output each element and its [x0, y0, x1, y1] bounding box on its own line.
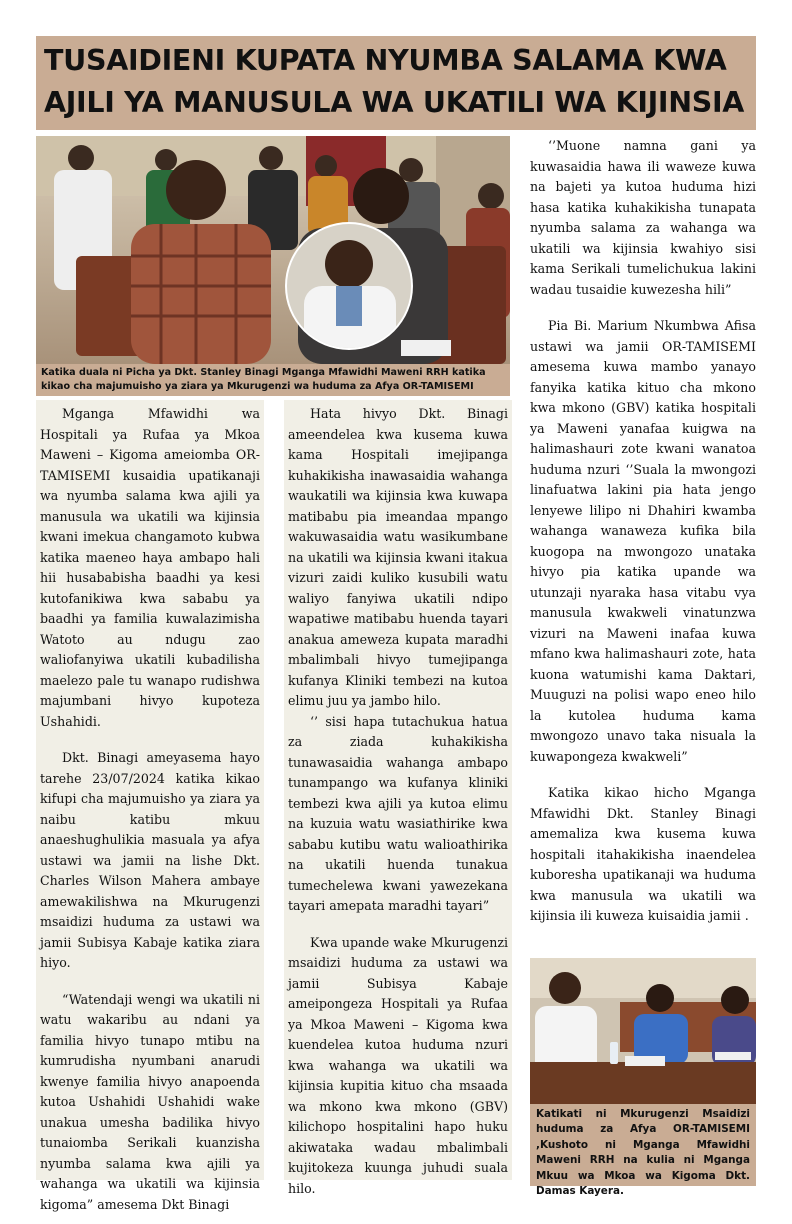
headline-line-1: TUSAIDIENI KUPATA NYUMBA SALAMA KWA — [44, 44, 727, 77]
article-column-2 — [284, 400, 512, 1196]
main-photo — [36, 136, 510, 364]
paragraph: Pia Bi. Marium Nkumbwa Afisa ustawi wa jamii OR-TAMISEMI amesema kuwa mambo yanayo fanyika katika kituo cha mkono kwa mkono (GBV) katika hospitali ya Maweni yanafaa kuigwa na halimashauri zote kwani wanatoa huduma nzuri ‘’Suala la mwongozi linafuatwa lakini pia hata jengo lenyewe lilipo ni Dhahiri kwamba wahanga wanaweza kufika bila kuogopa na mwongozo unataka hivyo pia katika upande wa utunzaji nyaraka hasa vitabu vya manusula kwakweli vinatunzwa vizuri na Maweni inafaa kuwa mfano kwa halimashauri zote, hata kuona watumishi kama Daktari, Muuguzi na polisi wapo eneo hilo la kutolea huduma kama mwongozo unavo taka nisuala la kuwapongeza kwakweli” — [530, 318, 756, 764]
main-caption-line-1: Katika duala ni Picha ya Dkt. Stanley Binagi Mganga Mfawidhi Maweni RRH katika — [41, 367, 486, 378]
paragraph: “Watendaji wengi wa ukatili ni watu wakaribu au ndani ya familia hivyo tunapo mtibu na kumrudisha nyumbani anarudi kwenye familia hivyo anapoenda kutoa Ushahidi Ushahidi wake unakua umesha badilika hivyo tunaiomba Serikali kuanzisha nyumba salama kwa ajili ya wahanga wa ukatili wa kijinsia kigoma” amesema Dkt Binagi — [40, 991, 260, 1212]
article-column-3 — [530, 136, 756, 951]
paragraph: Mganga Mfawidhi wa Hospitali ya Rufaa ya Mkoa Maweni – Kigoma ameiomba OR-TAMISEMI kusaidia upatikanaji wa nyumba salama kwa ajili ya manusula wa ukatili wa kijinsia kwani imekua changamoto kubwa katika maeneo haya ambapo hali hii husababisha baadhi ya kesi kutofanikiwa kwa sababu ya baadhi ya familia kuwalazimisha Watoto au ndugu zao waliofanyiwa ukatili kubadilisha maelezo pale tu wanapo rudishwa majumbani hivyo kupoteza Ushahidi. — [40, 406, 260, 729]
main-photo-caption — [36, 364, 510, 396]
paragraph: ‘’ sisi hapa tutachukua hatua za ziada kuhakikisha tunawasaidia wahanga ambapo tunampango wa kufanya kliniki tembezi kwa ajili ya kutoa elimu na kuzuia watu wasiathirike kwa sababu kutibu watu walioathirika na ukatili huenda tunakua tumechelewa kwani yawezekana tayari amepata maradhi tayari” — [288, 713, 508, 913]
headline-line-2: AJILI YA MANUSULA WA UKATILI WA KIJINSIA — [44, 86, 745, 119]
paragraph: Dkt. Binagi ameyasema hayo tarehe 23/07/2024 katika kikao kifupi cha majumuisho ya ziara ya naibu katibu mkuu anaeshughulikia masuala ya afya ustawi wa jamii na lishe Dkt. Charles Wilson Mahera ambaye amewakilishwa na Mkurugenzi msaidizi huduma za ustawi wa jamii Subisya Kabaje katika ziara hiyo. — [40, 750, 260, 970]
secondary-photo-caption: Katikati ni Mkurugenzi Msaidizi huduma za Afya OR-TAMISEMI ,Kushoto ni Mganga Mfawidhi Maweni RRH na kulia ni Mganga Mkuu wa Mkoa wa Kigoma Dkt. Damas Kayera. — [530, 1104, 756, 1186]
article-column-1 — [36, 400, 264, 1212]
main-caption-line-2: kikao cha majumuisho ya ziara ya Mkurugenzi wa huduma za Afya OR-TAMISEMI — [41, 381, 474, 392]
secondary-photo — [530, 958, 756, 1104]
headline-banner — [36, 36, 756, 130]
paragraph: Hata hivyo Dkt. Binagi ameendelea kwa kusema kuwa kama Hospitali imejipanga kuhakikisha inawasaidia wahanga waukatili wa kijinsia kwa kuwapa matibabu pia imeandaa mpango wakuwasaidia watu wasikumbane na ukatili wa kijinsia kwani itakua vizuri zaidi kuliko kusubili watu waliyo fanyiwa ukatili ndipo wapatiwe matibabu huenda tayari anakua ameweza kupata maradhi mbalimbali hivyo tumejipanga kufanya Kliniki tembezi na kutoa elimu juu ya jambo hilo. — [288, 406, 508, 708]
paragraph: Kwa upande wake Mkurugenzi msaidizi huduma za ustawi wa jamii Subisya Kabaje ameipongeza Hospitali ya Rufaa ya Mkoa Maweni – Kigoma kwa kuendelea kutoa huduma nzuri kwa wahanga wa ukatili wa kijinsia kupitia kituo cha msaada wa mkono kwa mkono (GBV) kilichopo hospitalini hapo huku akiwataka wadau mbalimbali kujitokeza kuunga juhudi suala hilo. — [288, 934, 508, 1196]
paragraph: Katika kikao hicho Mganga Mfawidhi Dkt. Stanley Binagi amemaliza kwa kusema kuwa hospitali itahakikisha inaendelea kuboresha upatikanaji wa huduma kwa manusula wa ukatili wa kijinsia ili kuweza kuisaidia jamii . — [530, 785, 756, 923]
paragraph: ‘’Muone namna gani ya kuwasaidia hawa ili waweze kuwa na bajeti ya kutoa huduma hizi hasa katika kuhakikisha tunapata nyumba salama za wahanga wa ukatili wa kijinsia kwahiyo sisi kama Serikali tumelichukua lakini wadau tusaidie kuwezesha hili” — [530, 138, 756, 297]
